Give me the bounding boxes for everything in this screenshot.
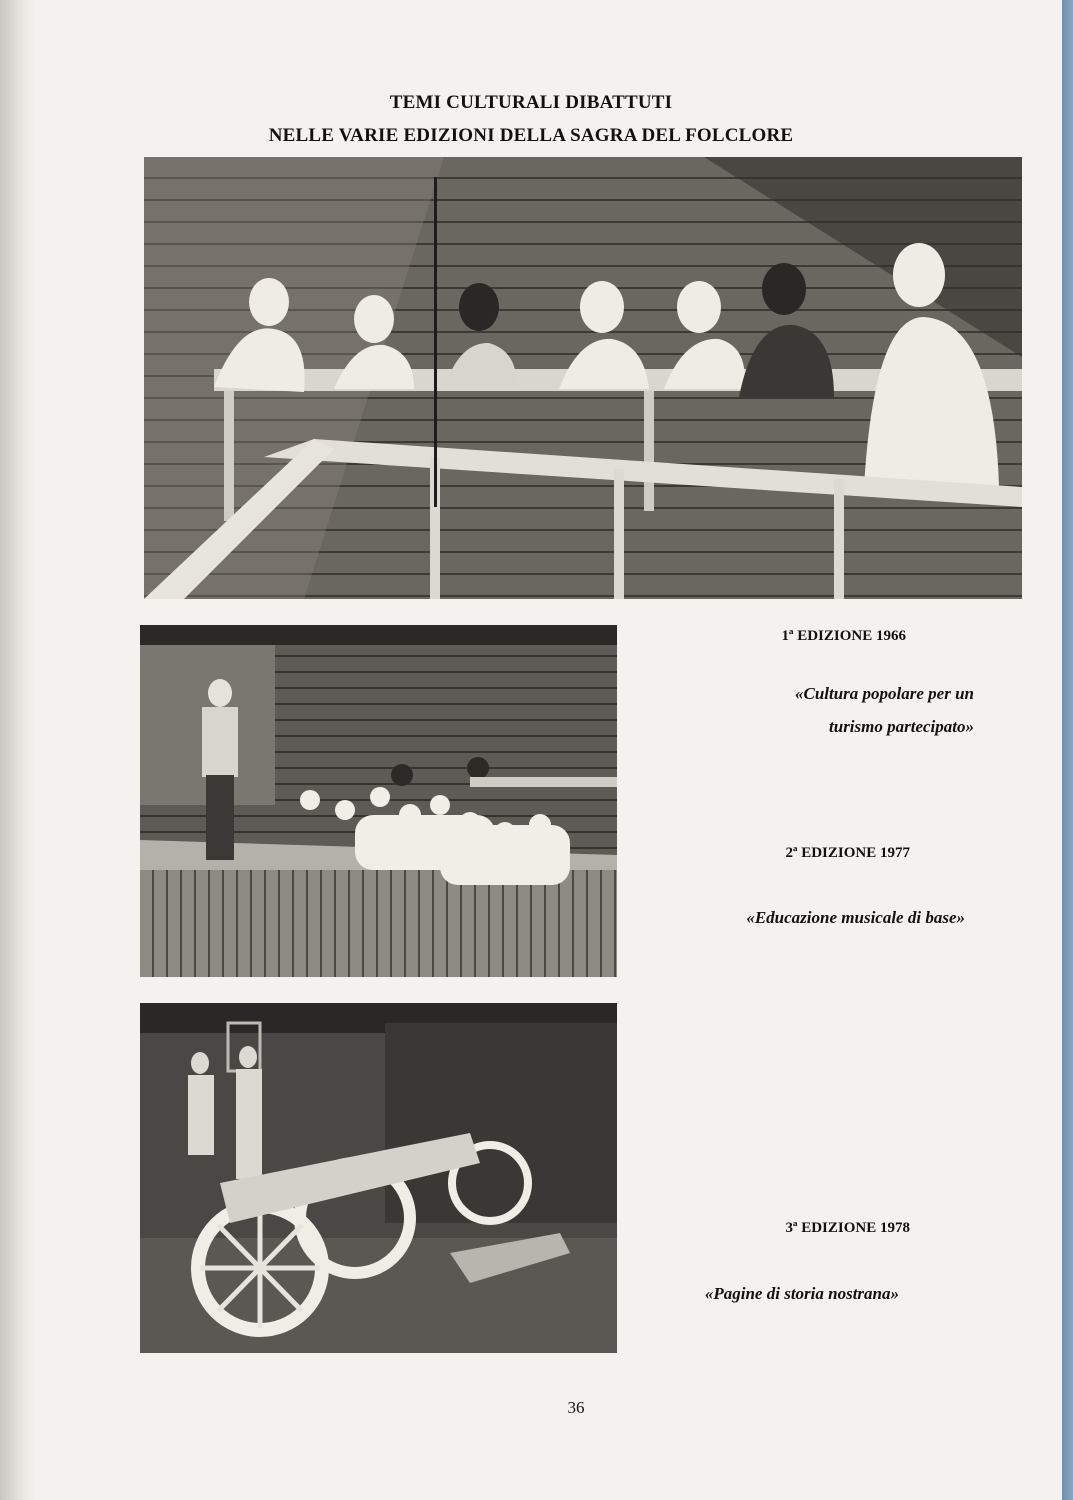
binding-edge: [1062, 0, 1073, 1500]
edition-1-theme-line-1: «Cultura popolare per un: [794, 684, 974, 703]
page-title-line-1: TEMI CULTURALI DIBATTUTI: [389, 92, 673, 113]
photo-panel-discussion: [144, 157, 1022, 599]
edition-1-theme-line-2: turismo partecipato»: [829, 717, 974, 736]
page-edge-shadow: [0, 0, 36, 1500]
edition-1-label: 1ª EDIZIONE 1966: [781, 628, 906, 644]
edition-1-theme: [620, 677, 974, 743]
edition-3-theme: «Pagine di storia nostrana»: [704, 1284, 899, 1303]
page-title-line-2: NELLE VARIE EDIZIONI DELLA SAGRA DEL FOLCLORE: [268, 125, 794, 146]
page-number: 36: [567, 1398, 585, 1417]
edition-2-label: 2ª EDIZIONE 1977: [785, 845, 910, 861]
edition-2-theme: «Educazione musicale di base»: [746, 908, 965, 927]
photo-history-exhibit: [140, 1003, 617, 1353]
photo-music-education: [140, 625, 617, 977]
edition-3-label: 3ª EDIZIONE 1978: [785, 1220, 910, 1236]
